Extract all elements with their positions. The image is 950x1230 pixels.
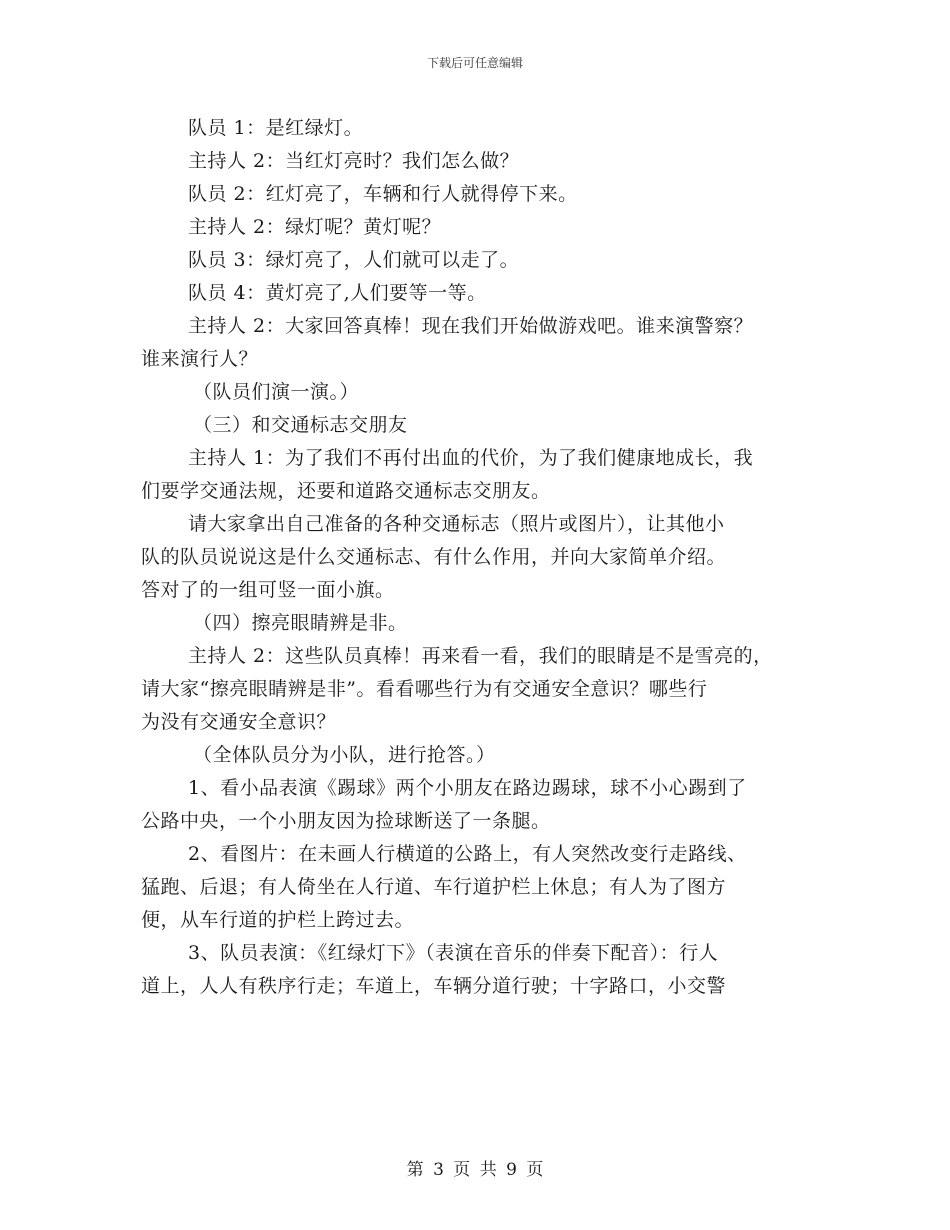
text-line: 谁来演行人？ bbox=[141, 348, 259, 370]
text-line: 队的队员说说这是什么交通标志、有什么作用，并向大家简单介绍。 bbox=[141, 546, 727, 568]
page-number-footer: 第 3 页 共 9 页 bbox=[406, 1160, 544, 1180]
text-line: 1、看小品表演《踢球》两个小朋友在路边踢球，球不小心踢到了 bbox=[188, 777, 747, 799]
text-line: 主持人 1：为了我们不再付出血的代价，为了我们健康地成长，我 bbox=[188, 447, 754, 469]
text-line: 2、看图片：在未画人行横道的公路上，有人突然改变行走路线、 bbox=[188, 843, 747, 865]
text-line: 请大家“擦亮眼睛辨是非”。看看哪些行为有交通安全意识？哪些行 bbox=[141, 678, 708, 700]
text-line: 队员 3：绿灯亮了，人们就可以走了。 bbox=[188, 249, 520, 271]
section-heading: （三）和交通标志交朋友 bbox=[193, 414, 408, 436]
text-line: 答对了的一组可竖一面小旗。 bbox=[141, 579, 395, 601]
text-line: 队员 4：黄灯亮了,人们要等一等。 bbox=[188, 282, 487, 304]
text-line: （全体队员分为小队，进行抢答。） bbox=[193, 744, 496, 766]
text-line: 公路中央，一个小朋友因为捡球断送了一条腿。 bbox=[141, 810, 551, 832]
text-line: 主持人 2：绿灯呢？黄灯呢？ bbox=[188, 216, 442, 238]
text-line: 便，从车行道的护栏上跨过去。 bbox=[141, 909, 415, 931]
text-line: 队员 1：是红绿灯。 bbox=[188, 117, 364, 139]
section-heading: （四）擦亮眼睛辨是非。 bbox=[193, 612, 408, 634]
text-line: 3、队员表演：《红绿灯下》（表演在音乐的伴奏下配音）：行人 bbox=[188, 942, 719, 964]
text-line: （队员们演一演。） bbox=[193, 381, 360, 403]
text-line: 道上，人人有秩序行走；车道上，车辆分道行驶；十字路口，小交警 bbox=[141, 975, 727, 997]
text-line: 主持人 2：当红灯亮时？我们怎么做？ bbox=[188, 150, 520, 172]
text-line: 队员 2：红灯亮了，车辆和行人就得停下来。 bbox=[188, 183, 578, 205]
text-line: 主持人 2：大家回答真棒！现在我们开始做游戏吧。谁来演警察？ bbox=[188, 315, 754, 337]
text-line: 主持人 2：这些队员真棒！再来看一看，我们的眼睛是不是雪亮的， bbox=[188, 645, 773, 667]
text-line: 们要学交通法规，还要和道路交通标志交朋友。 bbox=[141, 480, 551, 502]
text-line: 请大家拿出自己准备的各种交通标志（照片或图片），让其他小 bbox=[188, 513, 725, 535]
page-header: 下载后可任意编辑 bbox=[426, 56, 523, 70]
document-body bbox=[141, 112, 821, 1003]
text-line: 猛跑、后退；有人倚坐在人行道、车行道护栏上休息；有人为了图方 bbox=[141, 876, 727, 898]
text-line: 为没有交通安全意识？ bbox=[141, 711, 337, 733]
